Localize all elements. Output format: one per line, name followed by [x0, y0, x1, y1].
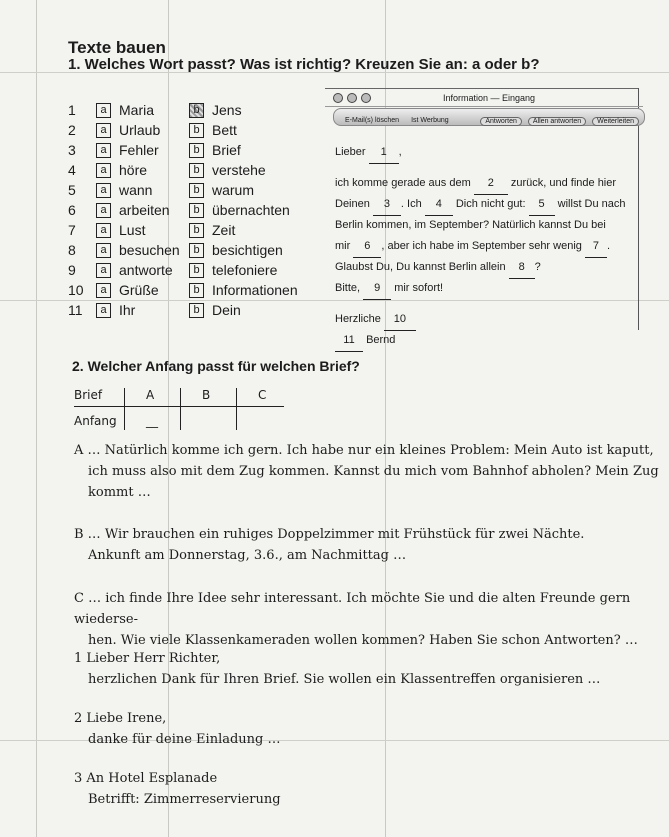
row-number: 8	[68, 242, 76, 258]
blank: 4	[425, 194, 453, 216]
mail-text: Deinen	[335, 198, 370, 210]
option-a-label: Maria	[119, 102, 155, 118]
blank: 1	[369, 142, 399, 164]
mail-line: Lieber 1 ,	[335, 142, 626, 163]
checkbox-a[interactable]: a	[96, 123, 111, 138]
option-row-4	[68, 160, 266, 180]
mail-text: . Ich	[400, 198, 422, 210]
mail-line	[335, 278, 626, 299]
zoom-icon[interactable]	[361, 93, 371, 103]
toolbar-right	[480, 117, 639, 126]
window-titlebar	[325, 90, 643, 107]
mail-text: ich komme gerade aus dem	[335, 177, 471, 189]
minimize-icon[interactable]	[347, 93, 357, 103]
row-number: 2	[68, 122, 76, 138]
mail-text: Berlin kommen, im September? Natürlich kannst Du bei	[335, 219, 606, 231]
mail-text: ?	[534, 261, 541, 273]
paragraph-line: 2 Liebe Irene,	[74, 711, 167, 726]
paragraph-line: 3 An Hotel Esplanade	[74, 771, 218, 786]
forward-button[interactable]: Weiterleiten	[592, 117, 639, 126]
task1-heading: 1. Welches Wort passt? Was ist richtig? Kreuzen Sie an: a oder b?	[68, 56, 540, 73]
blank: 3	[373, 194, 401, 216]
option-row-7	[68, 220, 235, 240]
reply-button[interactable]: Antworten	[480, 117, 522, 126]
blank: 6	[353, 236, 381, 258]
checkbox-b[interactable]: b	[189, 103, 204, 118]
mail-line	[335, 299, 626, 309]
mail-text: willst Du nach	[557, 198, 626, 210]
paragraph-line: hen. Wie viele Klassenkameraden wollen kommen? Haben Sie schon Antworten? …	[88, 633, 638, 648]
blank: 8	[509, 257, 535, 279]
table-header: B	[202, 388, 211, 402]
checkbox-b[interactable]: b	[189, 143, 204, 158]
checkbox-b[interactable]: b	[189, 123, 204, 138]
option-b-label: übernachten	[212, 202, 290, 218]
option-row-2	[68, 120, 237, 140]
paragraph-line: Betrifft: Zimmerreservierung	[88, 792, 281, 807]
mail-line	[335, 173, 626, 194]
checkbox-b[interactable]: b	[189, 223, 204, 238]
option-row-6	[68, 200, 290, 220]
mail-text: Herzliche	[335, 313, 381, 325]
option-b-label: Bett	[212, 122, 237, 138]
option-b-label: Brief	[212, 142, 241, 158]
table-header: C	[258, 388, 267, 402]
option-b-label: telefoniere	[212, 262, 278, 278]
mail-text: mir sofort!	[394, 282, 444, 294]
blank: 7	[585, 236, 607, 258]
spam-button[interactable]: Ist Werbung	[411, 117, 449, 124]
checkbox-a[interactable]: a	[96, 163, 111, 178]
email-window	[325, 90, 643, 346]
letter-2	[74, 708, 281, 750]
checkbox-a[interactable]: a	[96, 143, 111, 158]
paragraph-c	[74, 588, 669, 651]
option-b-label: verstehe	[212, 162, 266, 178]
mail-line	[335, 309, 626, 330]
option-a-label: Grüße	[119, 282, 159, 298]
mail-line	[335, 194, 626, 215]
option-row-8	[68, 240, 283, 260]
blank: 10	[384, 309, 416, 331]
option-a-label: besuchen	[119, 242, 180, 258]
margin-line	[36, 0, 37, 837]
window-frame	[325, 88, 638, 89]
option-b-label: Dein	[212, 302, 241, 318]
row-number: 4	[68, 162, 76, 178]
checkbox-b[interactable]: b	[189, 263, 204, 278]
option-b-label: besichtigen	[212, 242, 283, 258]
window-controls	[333, 93, 371, 103]
paragraph-line: ich muss also mit dem Zug kommen. Kannst du mich vom Bahnhof abholen? Mein Zug	[88, 464, 659, 479]
table-divider	[124, 388, 125, 430]
option-b-label: warum	[212, 182, 255, 198]
option-a-label: Urlaub	[119, 122, 161, 138]
option-b-label: Informationen	[212, 282, 298, 298]
table-divider	[236, 388, 237, 430]
checkbox-a[interactable]: a	[96, 103, 111, 118]
paragraph-line: B … Wir brauchen ein ruhiges Doppelzimmer mit Frühstück für zwei Nächte.	[74, 527, 585, 542]
checkbox-b[interactable]: b	[189, 243, 204, 258]
paragraph-line: herzlichen Dank für Ihren Brief. Sie wollen ein Klassentreffen organisieren …	[88, 672, 601, 687]
mail-text: , aber ich habe im September sehr wenig	[381, 240, 582, 252]
option-row-5	[68, 180, 254, 200]
checkbox-a[interactable]: a	[96, 243, 111, 258]
checkbox-a[interactable]: a	[96, 183, 111, 198]
option-a-label: Lust	[119, 222, 146, 238]
table-divider	[180, 388, 181, 430]
reply-all-button[interactable]: Allen antworten	[528, 117, 586, 126]
row-number: 3	[68, 142, 76, 158]
blank: 11	[335, 330, 363, 352]
paragraph-b	[74, 524, 584, 566]
mail-line: mir 6 , aber ich habe im September sehr wenig 7 .	[335, 236, 626, 257]
row-number: 1	[68, 102, 76, 118]
row-number: 5	[68, 182, 76, 198]
mail-line	[335, 163, 626, 173]
option-row-9	[68, 260, 277, 280]
paragraph-line: kommt …	[88, 485, 151, 500]
paragraph-line: A … Natürlich komme ich gern. Ich habe nur ein kleines Problem: Mein Auto ist kaputt,	[74, 443, 654, 458]
blank: 2	[474, 173, 508, 195]
row-number: 7	[68, 222, 76, 238]
checkbox-a[interactable]: a	[96, 223, 111, 238]
mail-text: Dich nicht gut:	[455, 198, 526, 210]
mail-text: Lieber	[335, 146, 366, 158]
option-a-label: höre	[119, 162, 148, 178]
checkbox-a[interactable]: a	[96, 263, 111, 278]
letter-3	[74, 768, 281, 810]
paragraph-a	[74, 440, 659, 503]
checkbox-a[interactable]: a	[96, 203, 111, 218]
checkbox-b[interactable]: b	[189, 183, 204, 198]
mail-text: Glaubst Du, Du kannst Berlin allein	[335, 261, 506, 273]
window-title: Information — Eingang	[443, 93, 536, 103]
checkbox-a[interactable]: a	[96, 303, 111, 318]
option-row-10	[68, 280, 298, 300]
checkbox-b[interactable]: b	[189, 163, 204, 178]
paragraph-line: 1 Lieber Herr Richter,	[74, 651, 221, 666]
letter-1	[74, 648, 600, 690]
close-icon[interactable]	[333, 93, 343, 103]
option-a-label: wann	[119, 182, 153, 198]
paragraph-line: danke für deine Einladung …	[88, 732, 281, 747]
email-body	[335, 142, 626, 351]
option-a-label: Fehler	[119, 142, 159, 158]
delete-button[interactable]: E-Mail(s) löschen	[345, 117, 400, 124]
option-a-label: arbeiten	[119, 202, 170, 218]
table-divider	[74, 406, 284, 407]
option-a-label: Ihr	[119, 302, 136, 318]
blank: 9	[363, 278, 391, 300]
row-number: 9	[68, 262, 76, 278]
mail-line	[335, 330, 626, 351]
table-header: A	[146, 388, 155, 402]
blank: 5	[529, 194, 555, 216]
checkbox-b[interactable]: b	[189, 283, 204, 298]
option-row-11	[68, 300, 241, 320]
option-b-label: Zeit	[212, 222, 236, 238]
option-a-label: antworte	[119, 262, 173, 278]
page-title: Texte bauen	[68, 38, 166, 57]
option-b-label: Jens	[212, 102, 242, 118]
mail-line	[335, 257, 626, 278]
mail-text: mir	[335, 240, 351, 252]
table-row-label: Anfang	[74, 414, 117, 428]
paragraph-line: Ankunft am Donnerstag, 3.6., am Nachmittag …	[88, 548, 407, 563]
checkbox-b[interactable]: b	[189, 203, 204, 218]
row-number: 10	[68, 282, 84, 298]
mail-text: zurück, und finde hier	[510, 177, 617, 189]
checkbox-a[interactable]: a	[96, 283, 111, 298]
checkbox-b[interactable]: b	[189, 303, 204, 318]
task2-heading: 2. Welcher Anfang passt für welchen Brief?	[72, 358, 360, 374]
row-number: 6	[68, 202, 76, 218]
option-row-1	[68, 100, 242, 120]
mail-text: Bitte,	[335, 282, 361, 294]
mail-line	[335, 215, 626, 236]
table-header: Brief	[74, 388, 103, 402]
paragraph-line: C … ich finde Ihre Idee sehr interessant. Ich möchte Sie und die alten Freunde gern wiederse-	[74, 591, 631, 627]
table-cell[interactable]: __	[146, 414, 158, 428]
option-row-3	[68, 140, 241, 160]
mail-signature: Bernd	[366, 334, 396, 346]
row-number: 11	[68, 302, 83, 318]
